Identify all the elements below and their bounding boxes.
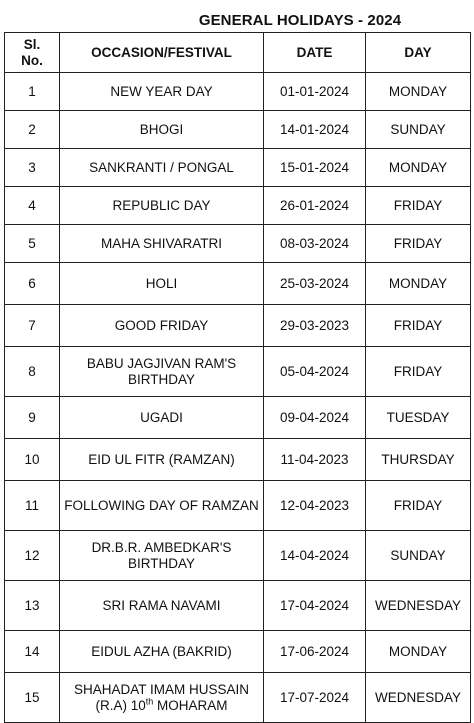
- table-row: [5, 581, 471, 631]
- table-row: [5, 225, 471, 263]
- column-header-occasion: OCCASION/FESTIVAL: [60, 33, 264, 73]
- cell-occasion: SANKRANTI / PONGAL: [60, 149, 264, 187]
- cell-day: SUNDAY: [366, 531, 471, 581]
- column-header-sl-no: [5, 33, 60, 73]
- cell-occasion: DR.B.R. AMBEDKAR'S BIRTHDAY: [60, 531, 264, 581]
- sl-header-line2: No.: [21, 52, 43, 68]
- sl-header-line1: Sl.: [23, 36, 41, 52]
- table-row: [5, 531, 471, 581]
- cell-day: WEDNESDAY: [366, 581, 471, 631]
- cell-sl: 13: [5, 581, 60, 631]
- cell-date: 14-01-2024: [264, 111, 366, 149]
- column-header-day: DAY: [366, 33, 471, 73]
- cell-sl: 6: [5, 263, 60, 305]
- cell-occasion: UGADI: [60, 397, 264, 439]
- cell-sl: 8: [5, 347, 60, 397]
- cell-sl: 14: [5, 631, 60, 673]
- occasion-text-part1: SHAHADAT IMAM HUSSAIN (R.A) 10: [73, 681, 250, 713]
- cell-sl: 5: [5, 225, 60, 263]
- cell-occasion: EID UL FITR (RAMZAN): [60, 439, 264, 481]
- table-row: [5, 149, 471, 187]
- cell-date: 05-04-2024: [264, 347, 366, 397]
- cell-day: MONDAY: [366, 73, 471, 111]
- table-row: [5, 397, 471, 439]
- table-row: [5, 305, 471, 347]
- cell-date: 25-03-2024: [264, 263, 366, 305]
- cell-date: 08-03-2024: [264, 225, 366, 263]
- cell-day: FRIDAY: [366, 347, 471, 397]
- cell-date: 09-04-2024: [264, 397, 366, 439]
- page-title: GENERAL HOLIDAYS - 2024: [198, 12, 402, 29]
- cell-sl: 11: [5, 481, 60, 531]
- cell-date: 15-01-2024: [264, 149, 366, 187]
- cell-day: SUNDAY: [366, 111, 471, 149]
- cell-date: 12-04-2023: [264, 481, 366, 531]
- ordinal-superscript: th: [145, 696, 154, 706]
- cell-date: 17-07-2024: [264, 673, 366, 723]
- cell-day: MONDAY: [366, 263, 471, 305]
- cell-date: 14-04-2024: [264, 531, 366, 581]
- table-row: [5, 263, 471, 305]
- cell-day: FRIDAY: [366, 481, 471, 531]
- cell-day: FRIDAY: [366, 187, 471, 225]
- cell-occasion: [60, 673, 264, 723]
- cell-day: MONDAY: [366, 631, 471, 673]
- cell-day: TUESDAY: [366, 397, 471, 439]
- cell-day: MONDAY: [366, 149, 471, 187]
- table-row: [5, 347, 471, 397]
- cell-sl: 2: [5, 111, 60, 149]
- cell-sl: 4: [5, 187, 60, 225]
- cell-sl: 7: [5, 305, 60, 347]
- table-row: [5, 439, 471, 481]
- cell-sl: 12: [5, 531, 60, 581]
- cell-occasion: SRI RAMA NAVAMI: [60, 581, 264, 631]
- cell-sl: 10: [5, 439, 60, 481]
- table-row: [5, 673, 471, 723]
- cell-sl: 1: [5, 73, 60, 111]
- cell-day: FRIDAY: [366, 305, 471, 347]
- cell-occasion: EIDUL AZHA (BAKRID): [60, 631, 264, 673]
- cell-sl: 15: [5, 673, 60, 723]
- column-header-date: DATE: [264, 33, 366, 73]
- table-row: [5, 631, 471, 673]
- cell-date: 29-03-2023: [264, 305, 366, 347]
- cell-occasion: REPUBLIC DAY: [60, 187, 264, 225]
- cell-occasion: HOLI: [60, 263, 264, 305]
- table-row: [5, 111, 471, 149]
- table-header-row: [5, 33, 471, 73]
- cell-occasion: BABU JAGJIVAN RAM'S BIRTHDAY: [60, 347, 264, 397]
- cell-day: WEDNESDAY: [366, 673, 471, 723]
- cell-occasion: BHOGI: [60, 111, 264, 149]
- cell-sl: 3: [5, 149, 60, 187]
- table-row: [5, 73, 471, 111]
- table-row: [5, 481, 471, 531]
- cell-sl: 9: [5, 397, 60, 439]
- cell-date: 17-06-2024: [264, 631, 366, 673]
- cell-date: 26-01-2024: [264, 187, 366, 225]
- cell-occasion: FOLLOWING DAY OF RAMZAN: [60, 481, 264, 531]
- holidays-table: [4, 32, 471, 723]
- cell-occasion: NEW YEAR DAY: [60, 73, 264, 111]
- cell-day: FRIDAY: [366, 225, 471, 263]
- occasion-text-part2: MOHARAM: [153, 697, 228, 713]
- cell-date: 11-04-2023: [264, 439, 366, 481]
- cell-date: 01-01-2024: [264, 73, 366, 111]
- cell-date: 17-04-2024: [264, 581, 366, 631]
- cell-occasion: GOOD FRIDAY: [60, 305, 264, 347]
- table-row: [5, 187, 471, 225]
- cell-occasion: MAHA SHIVARATRI: [60, 225, 264, 263]
- cell-day: THURSDAY: [366, 439, 471, 481]
